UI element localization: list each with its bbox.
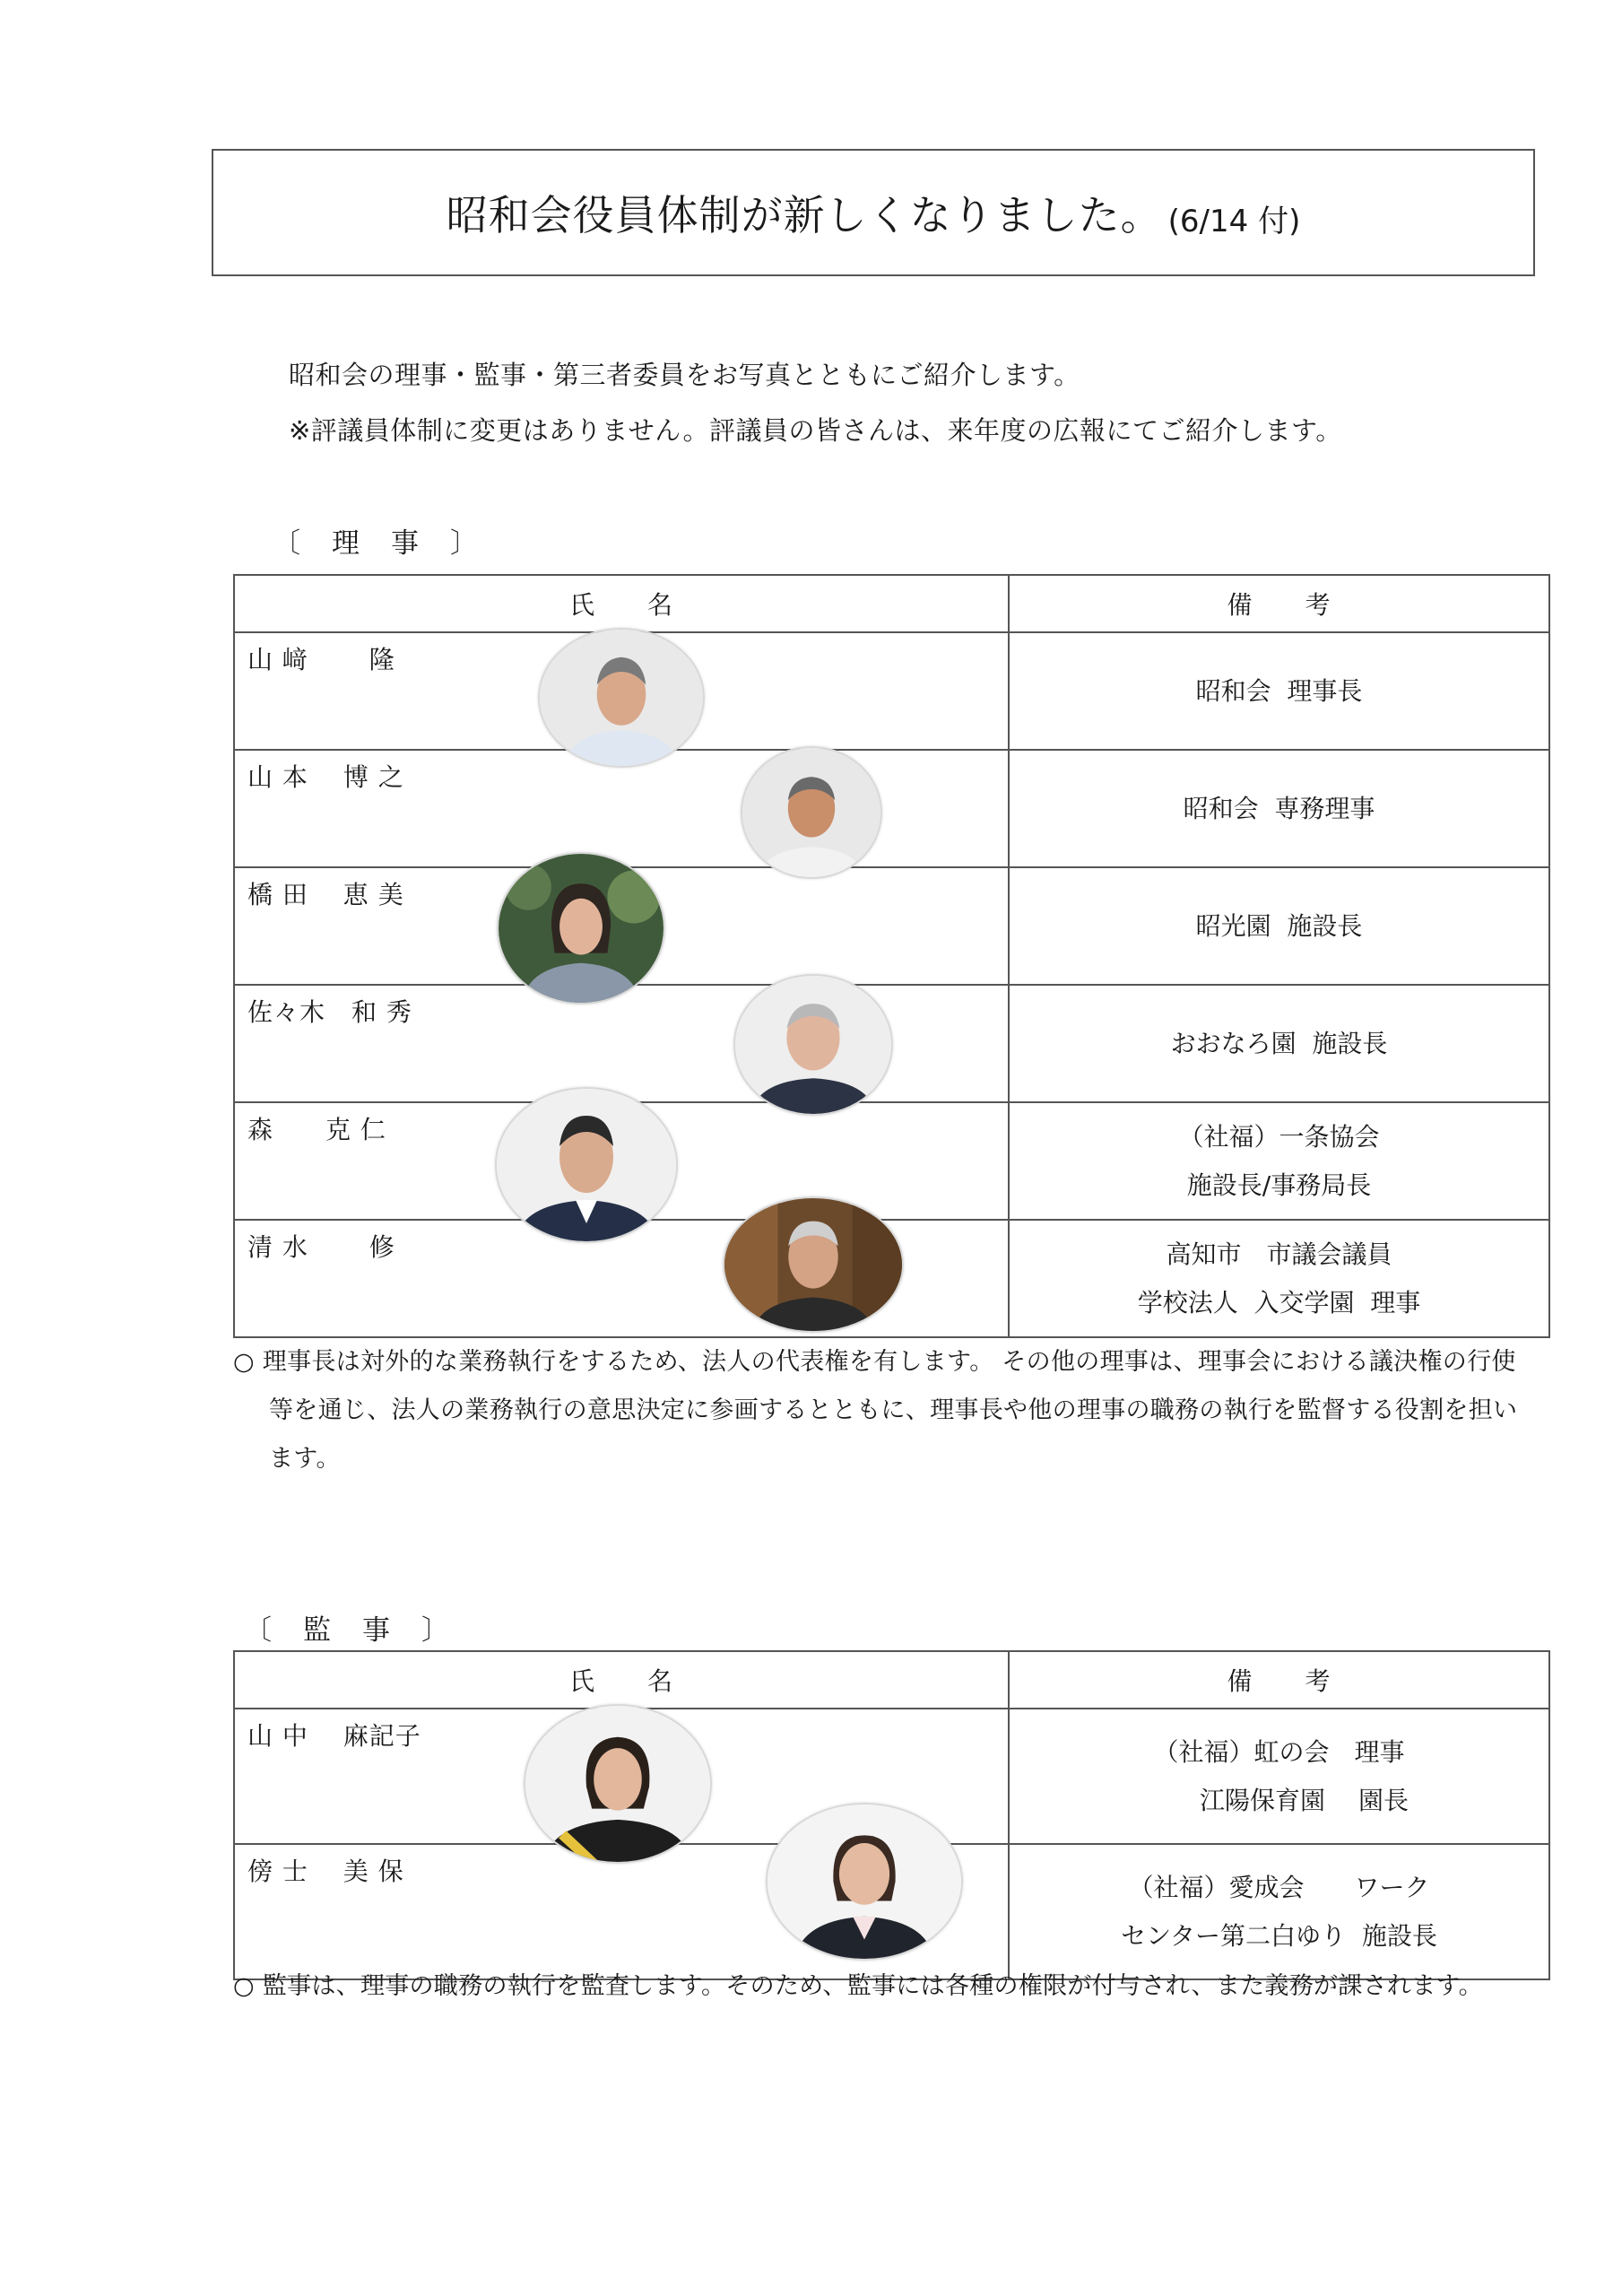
director-name: 森 克 仁 bbox=[247, 1115, 386, 1144]
note-cell bbox=[1009, 1709, 1549, 1844]
portrait-photo bbox=[766, 1803, 963, 1961]
note-line: 高知市 市議会議員 bbox=[1166, 1239, 1392, 1269]
director-name: 山 本 博 之 bbox=[247, 762, 404, 792]
director-name: 清 水 修 bbox=[247, 1232, 395, 1262]
intro-line-2: ※評議員体制に変更はありません。評議員の皆さんは、来年度の広報にてご紹介します。 bbox=[289, 415, 1342, 446]
note-line: 施設長/事務局長 bbox=[1186, 1170, 1372, 1200]
note-cell bbox=[1009, 1102, 1549, 1220]
table-row bbox=[234, 750, 1549, 867]
note-cell bbox=[1009, 632, 1549, 750]
note-line: （社福）愛成会 ワーク bbox=[1128, 1872, 1430, 1902]
portrait-photo bbox=[495, 1087, 678, 1243]
note-line: 昭光園 施設長 bbox=[1195, 910, 1363, 941]
note-cell bbox=[1009, 867, 1549, 985]
col-header-note: 備 考 bbox=[1009, 575, 1549, 632]
director-name: 山 﨑 隆 bbox=[247, 645, 395, 674]
note-cell bbox=[1009, 750, 1549, 867]
table-header-row bbox=[234, 575, 1549, 632]
note-line: （社福）一条協会 bbox=[1178, 1121, 1380, 1152]
page-title: 昭和会役員体制が新しくなりました。 bbox=[446, 191, 1163, 239]
title-box bbox=[212, 149, 1535, 276]
directors-table bbox=[233, 574, 1550, 1338]
table-row bbox=[234, 632, 1549, 750]
portrait-photo bbox=[497, 852, 665, 1004]
director-name: 橋 田 恵 美 bbox=[247, 880, 404, 909]
portrait-photo bbox=[741, 746, 882, 879]
col-header-note: 備 考 bbox=[1009, 1651, 1549, 1709]
note-line: 学校法人 入交学園 理事 bbox=[1137, 1287, 1421, 1318]
note-line: 江陽保育園 園長 bbox=[1149, 1785, 1409, 1815]
title-date: (6/14 付) bbox=[1167, 203, 1301, 239]
portrait-photo bbox=[524, 1704, 712, 1864]
directors-footnote-text: ○ 理事長は対外的な業務執行をするため、法人の代表権を有します。 その他の理事は、理事会における議決権の行使等を通じ、法人の業務執行の意思決定に参画するとともに、理事長や他の理事の職務の執行を監督する役割を担います。 bbox=[233, 1348, 1518, 1473]
note-line: （社福）虹の会 理事 bbox=[1153, 1736, 1405, 1767]
auditor-name: 山 中 麻記子 bbox=[247, 1721, 421, 1751]
note-line: 昭和会 理事長 bbox=[1195, 675, 1363, 706]
note-cell bbox=[1009, 1220, 1549, 1337]
auditors-footnote: ○ 監事は、理事の職務の執行を監査します。そのため、監事には各種の権限が付与され、また義務が課されます。 bbox=[233, 1972, 1483, 2000]
portrait-photo bbox=[538, 628, 705, 768]
note-line: 昭和会 専務理事 bbox=[1183, 793, 1375, 823]
portrait-photo bbox=[733, 974, 893, 1116]
note-line: センター第二白ゆり 施設長 bbox=[1121, 1920, 1437, 1951]
note-cell bbox=[1009, 1844, 1549, 1979]
intro-line-1: 昭和会の理事・監事・第三者委員をお写真とともにご紹介します。 bbox=[289, 360, 1080, 390]
table-row bbox=[234, 867, 1549, 985]
table-row bbox=[234, 1102, 1549, 1220]
auditors-heading: 〔 監 事 〕 bbox=[244, 1614, 451, 1647]
col-header-name: 氏 名 bbox=[234, 575, 1009, 632]
directors-footnote bbox=[233, 1338, 1533, 1483]
note-cell bbox=[1009, 985, 1549, 1102]
table-header-row bbox=[234, 1651, 1549, 1709]
col-header-name: 氏 名 bbox=[234, 1651, 1009, 1709]
note-line: おおなろ園 施設長 bbox=[1170, 1028, 1388, 1058]
portrait-photo bbox=[723, 1196, 904, 1333]
auditor-name: 傍 士 美 保 bbox=[247, 1857, 404, 1886]
directors-heading: 〔 理 事 〕 bbox=[273, 527, 480, 560]
director-name: 佐々木 和 秀 bbox=[247, 997, 412, 1027]
